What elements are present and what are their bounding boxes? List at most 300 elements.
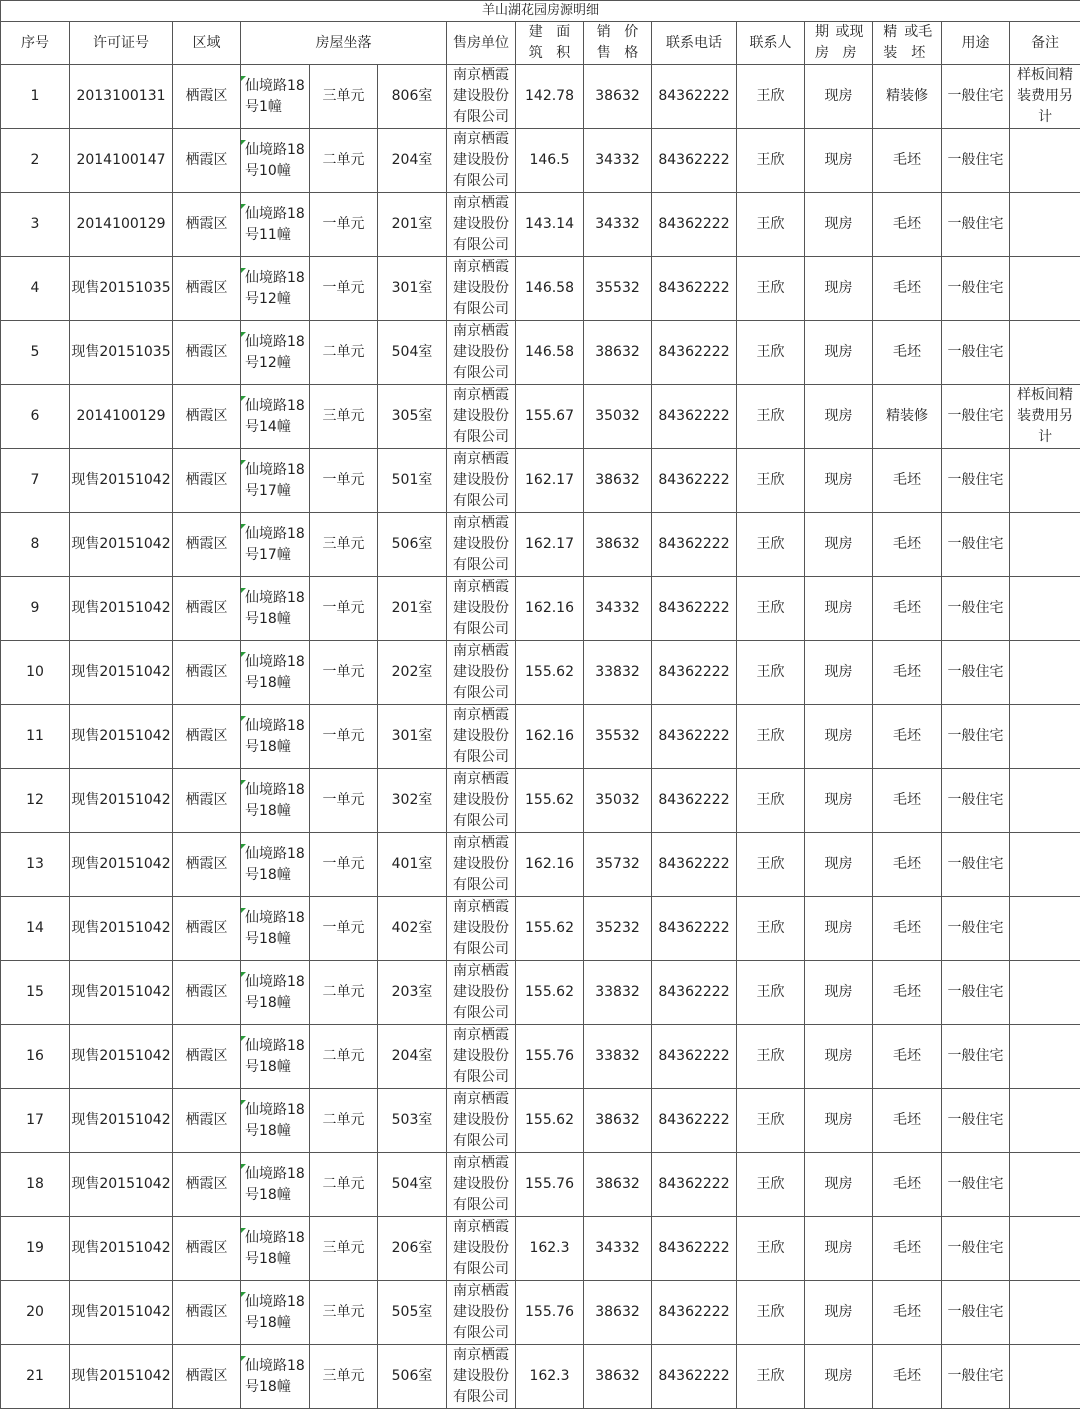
cell-room (378, 1345, 447, 1409)
cell-phone-text: 84362222 (658, 472, 729, 488)
cell-status-text: 现房 (825, 472, 853, 488)
cell-contact (737, 961, 805, 1025)
cell-permit (70, 513, 173, 577)
table-row (1, 257, 1080, 321)
cell-remark (1010, 833, 1080, 897)
cell-price-text: 35532 (595, 280, 640, 296)
cell-usage-text: 一般住宅 (948, 1368, 1004, 1384)
cell-contact (737, 1153, 805, 1217)
cell-seq-text: 14 (26, 920, 44, 936)
cell-area-text: 146.58 (525, 280, 574, 296)
cell-contact (737, 129, 805, 193)
cell-area (516, 65, 584, 129)
table-row (1, 129, 1080, 193)
cell-permit (70, 1217, 173, 1281)
cell-permit (70, 65, 173, 129)
cell-district-text: 栖霞区 (186, 536, 228, 552)
cell-finish-text: 毛坯 (893, 1112, 921, 1128)
cell-contact (737, 385, 805, 449)
cell-price (584, 769, 652, 833)
cell-room (378, 193, 447, 257)
cell-building (241, 1153, 310, 1217)
cell-phone (652, 1345, 737, 1409)
cell-finish-text: 毛坯 (893, 472, 921, 488)
cell-district-text: 栖霞区 (186, 280, 228, 296)
cell-usage (942, 449, 1010, 513)
cell-seller-text: 南京栖霞建设股份有限公司 (447, 897, 515, 960)
cell-phone-text: 84362222 (658, 280, 729, 296)
cell-district-text: 栖霞区 (186, 1048, 228, 1064)
header-price (584, 22, 652, 65)
cell-phone (652, 513, 737, 577)
cell-contact-text: 王欣 (757, 216, 785, 232)
cell-area (516, 385, 584, 449)
cell-seq (1, 577, 70, 641)
cell-unit (310, 961, 378, 1025)
cell-building (241, 961, 310, 1025)
cell-finish-text: 毛坯 (893, 1240, 921, 1256)
cell-seller-text: 南京栖霞建设股份有限公司 (447, 385, 515, 448)
cell-seller (447, 833, 516, 897)
cell-phone-text: 84362222 (658, 216, 729, 232)
cell-permit (70, 705, 173, 769)
cell-remark (1010, 193, 1080, 257)
cell-seller (447, 769, 516, 833)
cell-area-text: 162.17 (525, 536, 574, 552)
cell-area (516, 129, 584, 193)
cell-room (378, 385, 447, 449)
cell-room-text: 202室 (392, 664, 433, 680)
cell-permit-text: 现售20151042 (71, 472, 170, 488)
cell-contact (737, 833, 805, 897)
cell-district (173, 449, 241, 513)
cell-room-text: 204室 (392, 1048, 433, 1064)
cell-seller (447, 193, 516, 257)
cell-permit-text: 现售20151042 (71, 1304, 170, 1320)
cell-price (584, 1281, 652, 1345)
cell-district (173, 1281, 241, 1345)
cell-status-text: 现房 (825, 1240, 853, 1256)
cell-building (241, 193, 310, 257)
cell-contact-text: 王欣 (757, 664, 785, 680)
cell-contact-text: 王欣 (757, 1368, 785, 1384)
cell-finish-text: 毛坯 (893, 152, 921, 168)
cell-status (805, 897, 873, 961)
sheet-title: 羊山湖花园房源明细 (1, 1, 1080, 22)
cell-seq (1, 1345, 70, 1409)
cell-finish (873, 1025, 942, 1089)
cell-price-text: 38632 (595, 472, 640, 488)
cell-seller (447, 385, 516, 449)
cell-seq-text: 11 (26, 728, 44, 744)
cell-room (378, 257, 447, 321)
cell-unit (310, 641, 378, 705)
cell-permit (70, 961, 173, 1025)
cell-status-text: 现房 (825, 728, 853, 744)
cell-seq-text: 15 (26, 984, 44, 1000)
cell-price-text: 35232 (595, 920, 640, 936)
cell-room-text: 504室 (392, 1176, 433, 1192)
cell-permit (70, 129, 173, 193)
cell-contact (737, 193, 805, 257)
cell-remark (1010, 961, 1080, 1025)
cell-finish-text: 毛坯 (893, 728, 921, 744)
cell-remark (1010, 577, 1080, 641)
cell-area-text: 162.3 (529, 1368, 569, 1384)
cell-area (516, 1089, 584, 1153)
cell-district-text: 栖霞区 (186, 1112, 228, 1128)
cell-district-text: 栖霞区 (186, 1368, 228, 1384)
cell-phone-text: 84362222 (658, 600, 729, 616)
cell-remark (1010, 705, 1080, 769)
cell-contact-text: 王欣 (757, 280, 785, 296)
cell-unit-text: 三单元 (323, 88, 365, 104)
cell-phone (652, 641, 737, 705)
cell-unit-text: 二单元 (323, 152, 365, 168)
cell-status (805, 577, 873, 641)
cell-room-text: 505室 (392, 1304, 433, 1320)
cell-unit-text: 一单元 (323, 472, 365, 488)
cell-contact (737, 1089, 805, 1153)
cell-room (378, 1025, 447, 1089)
cell-phone (652, 577, 737, 641)
cell-district (173, 577, 241, 641)
header-permit: 许可证号 (70, 22, 173, 65)
cell-finish (873, 65, 942, 129)
cell-phone (652, 193, 737, 257)
cell-contact (737, 705, 805, 769)
cell-contact (737, 321, 805, 385)
cell-district (173, 129, 241, 193)
cell-area-text: 146.58 (525, 344, 574, 360)
cell-finish (873, 321, 942, 385)
cell-phone-text: 84362222 (658, 88, 729, 104)
cell-seq (1, 705, 70, 769)
cell-room-text: 402室 (392, 920, 433, 936)
cell-price-text: 38632 (595, 344, 640, 360)
cell-building-text: 仙境路18号12幢 (241, 268, 309, 310)
cell-room-text: 504室 (392, 344, 433, 360)
cell-contact (737, 257, 805, 321)
cell-permit (70, 1089, 173, 1153)
header-remark: 备注 (1010, 22, 1080, 65)
cell-seller (447, 705, 516, 769)
cell-usage-text: 一般住宅 (948, 1112, 1004, 1128)
cell-usage (942, 833, 1010, 897)
cell-area (516, 1025, 584, 1089)
cell-price-text: 35532 (595, 728, 640, 744)
cell-room-text: 401室 (392, 856, 433, 872)
cell-permit (70, 257, 173, 321)
cell-district-text: 栖霞区 (186, 1304, 228, 1320)
cell-district-text: 栖霞区 (186, 408, 228, 424)
cell-building-text: 仙境路18号18幢 (241, 1100, 309, 1142)
cell-status-text: 现房 (825, 1304, 853, 1320)
cell-phone-text: 84362222 (658, 1304, 729, 1320)
cell-building (241, 705, 310, 769)
cell-room (378, 1281, 447, 1345)
cell-usage (942, 1217, 1010, 1281)
cell-seq-text: 9 (31, 600, 40, 616)
cell-permit-text: 2014100129 (76, 408, 165, 424)
cell-area (516, 833, 584, 897)
cell-phone-text: 84362222 (658, 1368, 729, 1384)
cell-status-text: 现房 (825, 216, 853, 232)
cell-seq (1, 833, 70, 897)
cell-seq-text: 8 (31, 536, 40, 552)
cell-unit (310, 129, 378, 193)
cell-contact-text: 王欣 (757, 856, 785, 872)
cell-permit-text: 现售20151042 (71, 792, 170, 808)
cell-area-text: 155.62 (525, 984, 574, 1000)
cell-permit (70, 897, 173, 961)
cell-phone (652, 321, 737, 385)
cell-usage (942, 1089, 1010, 1153)
cell-phone (652, 449, 737, 513)
cell-room-text: 204室 (392, 152, 433, 168)
cell-price-text: 33832 (595, 984, 640, 1000)
cell-seller (447, 1281, 516, 1345)
cell-status-text: 现房 (825, 280, 853, 296)
cell-usage (942, 577, 1010, 641)
cell-usage-text: 一般住宅 (948, 600, 1004, 616)
cell-seq-text: 19 (26, 1240, 44, 1256)
cell-unit-text: 三单元 (323, 1304, 365, 1320)
cell-contact (737, 769, 805, 833)
cell-room (378, 1153, 447, 1217)
cell-unit (310, 513, 378, 577)
table-row (1, 705, 1080, 769)
cell-remark (1010, 769, 1080, 833)
cell-seq (1, 1217, 70, 1281)
cell-district (173, 961, 241, 1025)
cell-permit-text: 2013100131 (76, 88, 165, 104)
cell-district (173, 1025, 241, 1089)
cell-district-text: 栖霞区 (186, 88, 228, 104)
cell-price (584, 1217, 652, 1281)
cell-area-text: 143.14 (525, 216, 574, 232)
cell-building-text: 仙境路18号18幢 (241, 1036, 309, 1078)
cell-area (516, 705, 584, 769)
cell-building (241, 1217, 310, 1281)
cell-seller-text: 南京栖霞建设股份有限公司 (447, 1025, 515, 1088)
cell-status (805, 193, 873, 257)
cell-building (241, 833, 310, 897)
cell-area-text: 155.76 (525, 1176, 574, 1192)
cell-room (378, 321, 447, 385)
cell-permit-text: 现售20151042 (71, 664, 170, 680)
cell-usage-text: 一般住宅 (948, 216, 1004, 232)
cell-seller-text: 南京栖霞建设股份有限公司 (447, 961, 515, 1024)
cell-district (173, 193, 241, 257)
cell-remark (1010, 1281, 1080, 1345)
cell-phone-text: 84362222 (658, 1176, 729, 1192)
cell-remark (1010, 129, 1080, 193)
cell-seller (447, 513, 516, 577)
cell-area-text: 155.62 (525, 920, 574, 936)
cell-seq (1, 1281, 70, 1345)
cell-room-text: 302室 (392, 792, 433, 808)
cell-seller (447, 961, 516, 1025)
header-usage: 用途 (942, 22, 1010, 65)
cell-building (241, 1345, 310, 1409)
cell-area (516, 257, 584, 321)
cell-price (584, 449, 652, 513)
cell-status (805, 1345, 873, 1409)
cell-building (241, 897, 310, 961)
cell-seller (447, 321, 516, 385)
cell-status-text: 现房 (825, 152, 853, 168)
header-area (516, 22, 584, 65)
cell-remark (1010, 1217, 1080, 1281)
cell-usage (942, 257, 1010, 321)
cell-permit-text: 现售20151042 (71, 1368, 170, 1384)
cell-seller (447, 641, 516, 705)
cell-building (241, 1089, 310, 1153)
cell-contact (737, 449, 805, 513)
cell-area (516, 897, 584, 961)
cell-finish (873, 641, 942, 705)
cell-district (173, 897, 241, 961)
cell-seller-text: 南京栖霞建设股份有限公司 (447, 577, 515, 640)
cell-building-text: 仙境路18号18幢 (241, 588, 309, 630)
cell-usage-text: 一般住宅 (948, 1304, 1004, 1320)
cell-phone-text: 84362222 (658, 664, 729, 680)
cell-price-text: 35032 (595, 792, 640, 808)
cell-contact (737, 1281, 805, 1345)
cell-permit-text: 现售20151042 (71, 856, 170, 872)
cell-area-text: 155.62 (525, 1112, 574, 1128)
cell-price-text: 33832 (595, 664, 640, 680)
cell-district (173, 641, 241, 705)
cell-area (516, 1153, 584, 1217)
cell-usage-text: 一般住宅 (948, 728, 1004, 744)
cell-room-text: 301室 (392, 280, 433, 296)
cell-seq-text: 17 (26, 1112, 44, 1128)
cell-phone (652, 705, 737, 769)
cell-seller-text: 南京栖霞建设股份有限公司 (447, 513, 515, 576)
cell-seller-text: 南京栖霞建设股份有限公司 (447, 1345, 515, 1408)
cell-permit-text: 现售20151042 (71, 1176, 170, 1192)
cell-status (805, 385, 873, 449)
cell-seq (1, 193, 70, 257)
cell-room (378, 961, 447, 1025)
cell-usage (942, 513, 1010, 577)
cell-finish (873, 513, 942, 577)
cell-area-text: 162.17 (525, 472, 574, 488)
header-seq: 序号 (1, 22, 70, 65)
cell-contact-text: 王欣 (757, 1304, 785, 1320)
cell-unit-text: 一单元 (323, 920, 365, 936)
table-row (1, 769, 1080, 833)
cell-building-text: 仙境路18号1幢 (241, 76, 309, 118)
cell-unit (310, 1153, 378, 1217)
cell-finish (873, 1089, 942, 1153)
cell-building (241, 1025, 310, 1089)
cell-unit (310, 65, 378, 129)
cell-district (173, 833, 241, 897)
table-row (1, 1153, 1080, 1217)
cell-price (584, 577, 652, 641)
cell-remark-text: 样板间精装费用另计 (1010, 65, 1080, 128)
cell-contact-text: 王欣 (757, 472, 785, 488)
cell-contact-text: 王欣 (757, 88, 785, 104)
cell-usage (942, 321, 1010, 385)
cell-contact-text: 王欣 (757, 1112, 785, 1128)
cell-area-text: 155.76 (525, 1304, 574, 1320)
cell-area-text: 162.16 (525, 600, 574, 616)
cell-room (378, 577, 447, 641)
cell-seller (447, 1025, 516, 1089)
cell-permit (70, 641, 173, 705)
cell-status (805, 1217, 873, 1281)
cell-price (584, 1345, 652, 1409)
cell-unit-text: 三单元 (323, 1240, 365, 1256)
cell-seller-text: 南京栖霞建设股份有限公司 (447, 833, 515, 896)
cell-unit (310, 321, 378, 385)
cell-room-text: 305室 (392, 408, 433, 424)
cell-permit-text: 2014100129 (76, 216, 165, 232)
cell-unit (310, 769, 378, 833)
cell-unit-text: 一单元 (323, 600, 365, 616)
cell-contact-text: 王欣 (757, 1176, 785, 1192)
cell-permit-text: 现售20151042 (71, 600, 170, 616)
cell-finish (873, 577, 942, 641)
cell-district-text: 栖霞区 (186, 728, 228, 744)
cell-building-text: 仙境路18号12幢 (241, 332, 309, 374)
cell-phone (652, 833, 737, 897)
cell-area-text: 146.5 (529, 152, 569, 168)
cell-room-text: 206室 (392, 1240, 433, 1256)
cell-price-text: 34332 (595, 1240, 640, 1256)
cell-usage-text: 一般住宅 (948, 856, 1004, 872)
cell-permit-text: 现售20151042 (71, 920, 170, 936)
cell-unit (310, 257, 378, 321)
cell-room (378, 1089, 447, 1153)
cell-phone (652, 257, 737, 321)
cell-unit-text: 二单元 (323, 984, 365, 1000)
cell-finish-text: 毛坯 (893, 664, 921, 680)
cell-room (378, 513, 447, 577)
cell-seq (1, 257, 70, 321)
cell-remark (1010, 641, 1080, 705)
cell-district (173, 513, 241, 577)
cell-status-text: 现房 (825, 792, 853, 808)
table-row (1, 1345, 1080, 1409)
cell-permit-text: 现售20151042 (71, 1240, 170, 1256)
cell-phone-text: 84362222 (658, 792, 729, 808)
cell-status (805, 449, 873, 513)
cell-status-text: 现房 (825, 920, 853, 936)
table-row (1, 65, 1080, 129)
cell-status (805, 769, 873, 833)
cell-price-text: 34332 (595, 600, 640, 616)
cell-building-text: 仙境路18号11幢 (241, 204, 309, 246)
cell-price (584, 129, 652, 193)
cell-contact-text: 王欣 (757, 344, 785, 360)
cell-building-text: 仙境路18号18幢 (241, 716, 309, 758)
cell-contact-text: 王欣 (757, 792, 785, 808)
cell-status-text: 现房 (825, 600, 853, 616)
cell-building-text: 仙境路18号18幢 (241, 1292, 309, 1334)
cell-finish-text: 毛坯 (893, 920, 921, 936)
cell-price-text: 33832 (595, 1048, 640, 1064)
cell-seller (447, 1217, 516, 1281)
cell-area (516, 449, 584, 513)
cell-seq-text: 12 (26, 792, 44, 808)
cell-district (173, 321, 241, 385)
cell-usage (942, 961, 1010, 1025)
